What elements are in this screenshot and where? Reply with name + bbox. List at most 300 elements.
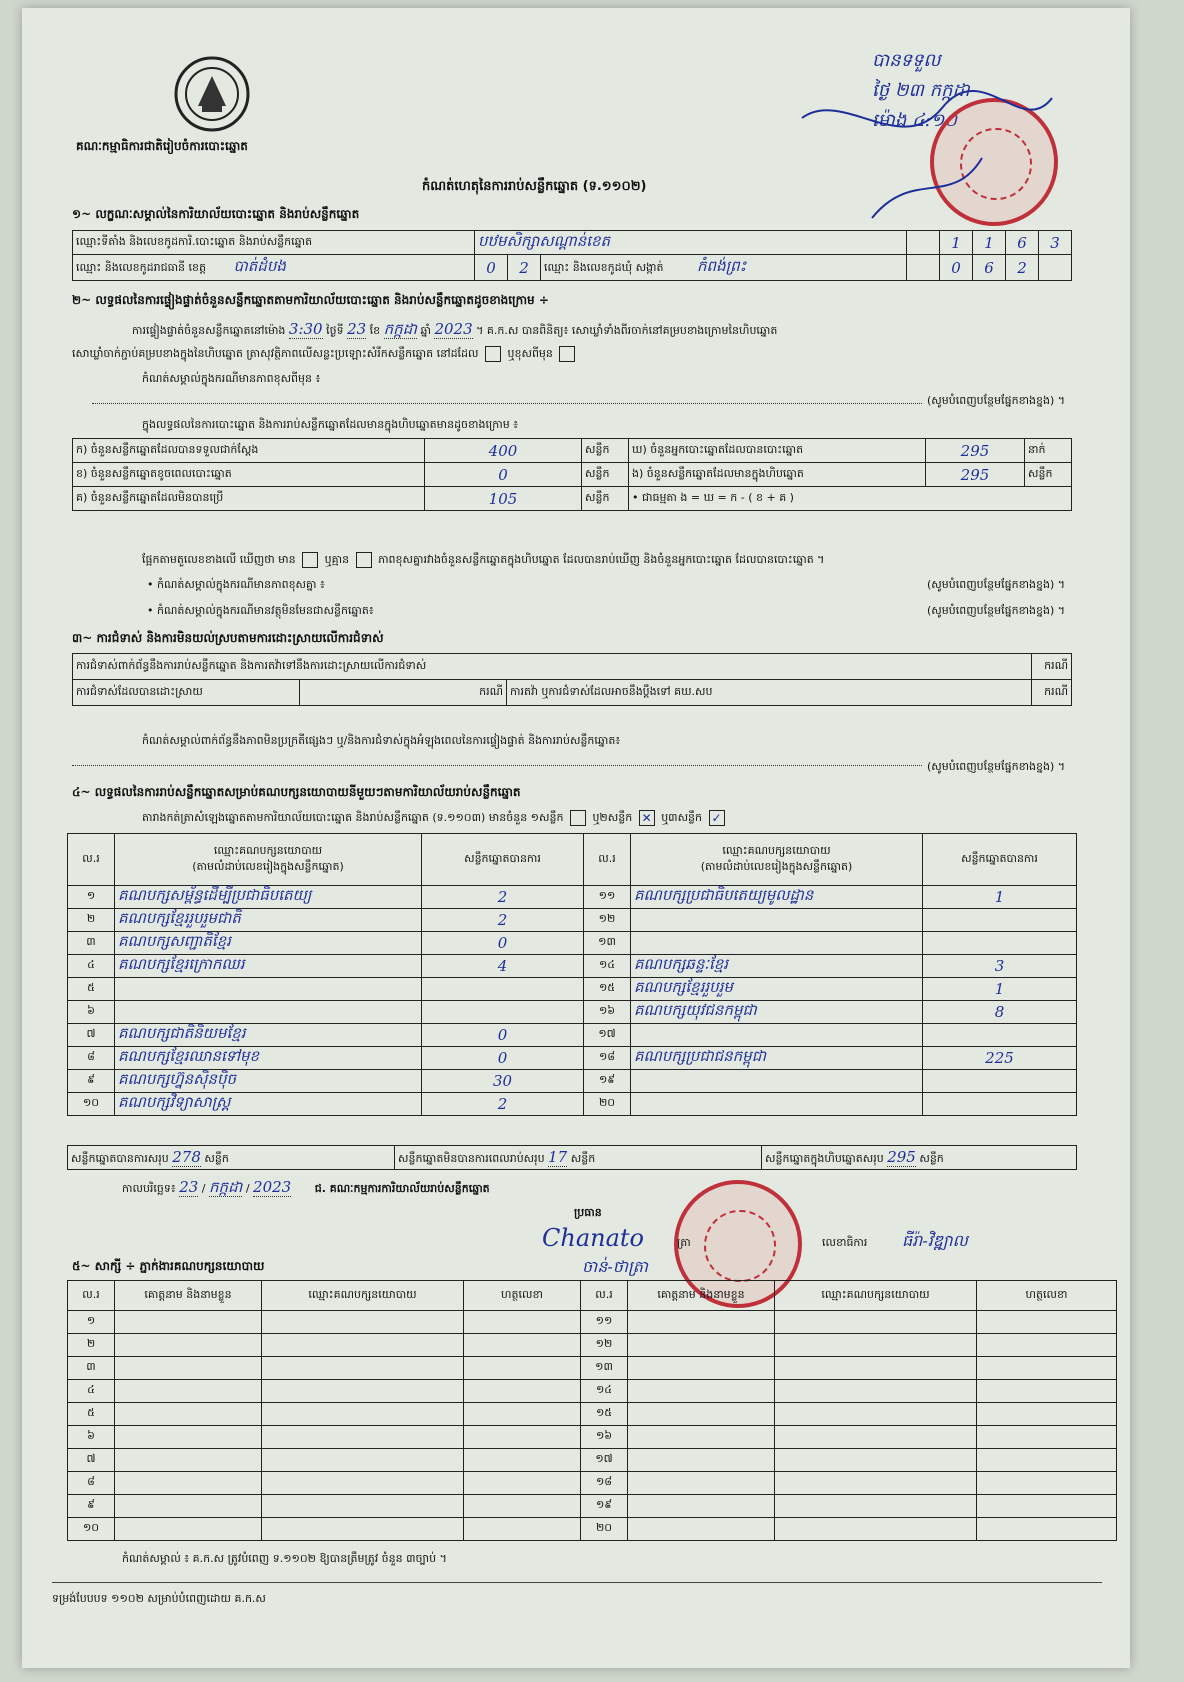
label-text: សោឃ្លាំចាក់ភ្ជាប់គម្របខាងក្នុងនៃហិបឆ្នោត ត្រាសុវត្ថិភាពលើសន្លះប្រឡោះសំរឹកសន្លឹកឆ្នោត នៅដដែល [72, 347, 479, 360]
party-votes [923, 932, 1077, 955]
section2-heading: ២~ លទ្ធផលនៃការផ្ទៀងផ្ទាត់ចំនួនសន្លឹកឆ្នោតតាមការិយាល័យបោះឆ្នោត និងរាប់សន្លឹកឆ្នោតដូចខាងក្រោម ÷ [72, 293, 549, 307]
party-votes [923, 1024, 1077, 1047]
witness-name[interactable] [115, 1380, 262, 1403]
label-text: ឆ្នាំ [420, 324, 431, 337]
voters-voted: 295 [926, 439, 1025, 463]
party-no: ៤ [68, 955, 115, 978]
code-digit: 0 [940, 255, 973, 281]
witness-name[interactable] [115, 1449, 262, 1472]
witness-party[interactable] [775, 1380, 977, 1403]
party-votes: 4 [422, 955, 584, 978]
unit-label: សន្លឹក [582, 463, 629, 487]
party-no: ៩ [68, 1070, 115, 1093]
ballots-received: 400 [425, 439, 582, 463]
col-name-header: គោត្តនាម និងនាមខ្លួន [628, 1281, 775, 1311]
party-no: ១៦ [584, 1001, 631, 1024]
label-text: ឬ២សន្លឹក [592, 811, 633, 824]
witness-no: ១៣ [581, 1357, 628, 1380]
verification-day: 23 [347, 320, 367, 338]
party-name: គណបក្សសញ្ជាតិខ្មែរ [115, 932, 422, 955]
party-votes [422, 978, 584, 1001]
witness-no: ៥ [68, 1403, 115, 1426]
party-no: ២ [68, 909, 115, 932]
table-row [68, 1380, 1117, 1403]
code-digit: 1 [973, 231, 1006, 255]
witness-name[interactable] [628, 1472, 775, 1495]
party-votes [923, 1070, 1077, 1093]
witness-no: ១៧ [581, 1449, 628, 1472]
witness-party[interactable] [775, 1426, 977, 1449]
party-votes: 0 [422, 1024, 584, 1047]
witness-no: ១៤ [581, 1380, 628, 1403]
location-table [72, 230, 1072, 281]
witness-no: ៣ [68, 1357, 115, 1380]
witness-name[interactable] [628, 1495, 775, 1518]
commune-cell [541, 255, 907, 281]
witness-signature[interactable] [977, 1495, 1117, 1518]
code-digit: 3 [1039, 231, 1072, 255]
table-row [68, 1070, 1077, 1093]
party-no: ១ [68, 886, 115, 909]
date-day: 23 [179, 1178, 199, 1196]
party-name: គណបក្សយុវជនកម្ពុជា [631, 1001, 923, 1024]
code-digit: 1 [940, 231, 973, 255]
org-name: គណៈកម្មាធិការជាតិរៀបចំការបោះឆ្នោត [76, 139, 248, 153]
witness-signature[interactable] [977, 1311, 1117, 1334]
witness-signature[interactable] [977, 1380, 1117, 1403]
party-votes [422, 1001, 584, 1024]
date-line: កាលបរិច្ឆេទ៖ 23 / កក្កដា / 2023 ជ. គណៈកម្មការការិយាល័យរាប់សន្លឹកឆ្នោត [122, 1178, 490, 1196]
unit-label: សន្លឹក [919, 1151, 944, 1165]
party-votes: 1 [923, 886, 1077, 909]
col-party-title: ឈ្មោះគណបក្សនយោបាយ [213, 843, 323, 857]
col-party-subtitle: (តាមលំដាប់លេខរៀងក្នុងសន្លឹកឆ្នោត) [192, 859, 344, 873]
party-votes: 8 [923, 1001, 1077, 1024]
chair-signature: Chanato [542, 1224, 644, 1252]
col-party-subtitle: (តាមលំដាប់លេខរៀងក្នុងសន្លឹកឆ្នោត) [700, 859, 853, 873]
col-party-header: ឈ្មោះគណបក្សនយោបាយ [775, 1281, 977, 1311]
form-sheet [22, 8, 1130, 1668]
compare-line [142, 552, 824, 569]
party-votes: 225 [923, 1047, 1077, 1070]
objection-table [72, 653, 1072, 706]
table-row [68, 932, 1077, 955]
signature-scribble-icon [782, 78, 1062, 228]
witness-name[interactable] [115, 1518, 262, 1541]
label-text: តារាងកត់ត្រាសំឡេងឆ្នោតតាមការិយាល័យបោះឆ្នោត និងរាប់សន្លឹកឆ្នោត (ទ.១១០៣) មានចំនួន ១សន្លឹក [142, 811, 564, 824]
witness-name[interactable] [115, 1495, 262, 1518]
section5-heading: ៥~ សាក្សី ÷ ភ្នាក់ងារគណបក្សនយោបាយ [72, 1259, 265, 1273]
fill-hint: (សូមបំពេញបន្ថែមផ្នែកខាងខ្នង) ។ [927, 394, 1066, 407]
party-no: ៥ [68, 978, 115, 1001]
col-no-header: ល.រ [584, 834, 631, 886]
witness-party[interactable] [775, 1403, 977, 1426]
resolved-label: ការជំទាស់ដែលបានដោះស្រាយ [73, 680, 300, 706]
ballot-row-label: ក) ចំនួនសន្លឹកឆ្នោតដែលបានទទួលជាក់ស្តែង [73, 439, 425, 463]
no-difference-checkbox[interactable] [356, 552, 372, 568]
table-row [68, 1518, 1117, 1541]
party-name: គណបក្សហ្វ៊ុនស៊ិនប៉ិច [115, 1070, 422, 1093]
col-no-header: ល.រ [68, 834, 115, 886]
witness-name[interactable] [628, 1403, 775, 1426]
one-sheet-checkbox[interactable] [570, 810, 586, 826]
witness-no: ១៥ [581, 1403, 628, 1426]
commune-value: កំពង់ព្រះ [697, 256, 747, 275]
witness-party[interactable] [262, 1311, 464, 1334]
unit-label: សន្លឹក [570, 1151, 596, 1165]
party-no: ១០ [68, 1093, 115, 1116]
party-votes: 0 [422, 1047, 584, 1070]
label-text: កាលបរិច្ឆេទ៖ [122, 1182, 176, 1195]
witness-name[interactable] [115, 1357, 262, 1380]
party-name: គណបក្សខ្មែររួបរួម [631, 978, 923, 1001]
witness-party[interactable] [262, 1334, 464, 1357]
ballot-count-table [72, 438, 1072, 511]
form-code: ទម្រង់បែបបទ ១១០២ សម្រាប់បំពេញដោយ គ.ក.ស [52, 1592, 266, 1605]
party-votes: 2 [422, 1093, 584, 1116]
case-label: ករណី [1031, 654, 1071, 680]
witness-no: ១ [68, 1311, 115, 1334]
province-cell [73, 255, 475, 281]
party-votes: 2 [422, 886, 584, 909]
witness-table [67, 1280, 1117, 1541]
witness-rows [68, 1311, 1117, 1541]
witness-signature[interactable] [464, 1357, 581, 1380]
witness-no: ៧ [68, 1449, 115, 1472]
unit-label: សន្លឹក [582, 439, 629, 463]
table-row [68, 1403, 1117, 1426]
chair-label: ប្រធាន [574, 1206, 602, 1219]
witness-no: ២ [68, 1334, 115, 1357]
fill-hint: (សូមបំពេញបន្ថែមផ្នែកខាងខ្នង) ។ [927, 578, 1066, 591]
witness-no: ៩ [68, 1495, 115, 1518]
table-row [68, 1047, 1077, 1070]
col-votes-header: សន្លឹកឆ្នោតបានការ [923, 834, 1077, 886]
party-votes: 1 [923, 978, 1077, 1001]
party-votes: 3 [923, 955, 1077, 978]
party-no: ១៩ [584, 1070, 631, 1093]
nec-emblem-icon [172, 54, 252, 134]
party-no: ១៤ [584, 955, 631, 978]
witness-party[interactable] [262, 1449, 464, 1472]
witness-signature[interactable] [977, 1449, 1117, 1472]
col-sign-header: ហត្ថលេខា [977, 1281, 1117, 1311]
party-no: ១២ [584, 909, 631, 932]
secretary-label: លេខាធិការ [822, 1236, 868, 1249]
province-value: បាត់ដំបង [233, 256, 286, 275]
party-name: គណបក្សខ្មែរក្រោកឈរ [115, 955, 422, 978]
witness-party[interactable] [262, 1426, 464, 1449]
section3-heading: ៣~ ការជំទាស់ និងការមិនយល់ស្របតាមការដោះស្រាយលើការជំទាស់ [72, 631, 384, 645]
party-name [115, 978, 422, 1001]
table-row [68, 978, 1077, 1001]
ballots-in-box: 295 [926, 463, 1025, 487]
party-results-table [67, 833, 1077, 1116]
section4-heading: ៤~ លទ្ធផលនៃការរាប់សន្លឹកឆ្នោតសម្រាប់គណបក្សនយោបាយនីមួយៗតាមការិយាល័យរាប់សន្លឹកឆ្នោត [72, 785, 521, 799]
party-votes: 30 [422, 1070, 584, 1093]
party-name: គណបក្សវិទ្យាសាស្ត្រ [115, 1093, 422, 1116]
irregularity-blank[interactable] [72, 765, 922, 766]
witness-name[interactable] [115, 1334, 262, 1357]
label-text: ភាពខុសគ្នារវាងចំនួនសន្លឹកឆ្នោតក្នុងហិបឆ្នោត ដែលបានរាប់ឃើញ និងចំនួនអ្នកបោះឆ្នោត ដែលបានបោះឆ្នោត ។ [378, 553, 825, 566]
witness-no: ១៨ [581, 1472, 628, 1495]
ballots-unused: 105 [425, 487, 582, 511]
total-box-value: 295 [887, 1147, 916, 1166]
witness-signature[interactable] [464, 1403, 581, 1426]
table-row [68, 1357, 1117, 1380]
witness-signature[interactable] [977, 1334, 1117, 1357]
witness-name[interactable] [115, 1403, 262, 1426]
location-label: ឈ្មោះទីតាំង និងលេខកូដការិ.បោះឆ្នោត និងរាប់សន្លឹកឆ្នោត [73, 231, 475, 255]
party-name: គណបក្សខ្មែរឈានទៅមុខ [115, 1047, 422, 1070]
province-label: ឈ្មោះ និងលេខកូដរាជធានី ខេត្ត [76, 260, 206, 274]
table-row [68, 1472, 1117, 1495]
table-row [68, 1495, 1117, 1518]
witness-name[interactable] [115, 1426, 262, 1449]
witness-name[interactable] [628, 1357, 775, 1380]
witness-party[interactable] [775, 1449, 977, 1472]
form-title: កំណត់ហេតុនៃការរាប់សន្លឹកឆ្នោត (ទ.១១០២) [422, 179, 647, 194]
witness-party[interactable] [775, 1334, 977, 1357]
party-name: គណបក្សប្រជាធិបតេយ្យមូលដ្ឋាន [631, 886, 923, 909]
label-text: ការផ្ទៀងផ្ទាត់ចំនួនសន្លឹកឆ្នោតនៅម៉ោង [132, 324, 286, 337]
witness-party[interactable] [262, 1472, 464, 1495]
different-checkbox[interactable] [559, 346, 575, 362]
table-row [68, 1449, 1117, 1472]
party-name: គណបក្សខ្មែររួបរួមជាតិ [115, 909, 422, 932]
witness-party[interactable] [775, 1472, 977, 1495]
col-party-header: ឈ្មោះគណបក្សនយោបាយ [262, 1281, 464, 1311]
two-sheets-checkbox[interactable]: ✕ [639, 810, 655, 826]
verification-month: កក្កដា [383, 320, 417, 338]
witness-no: ១១ [581, 1311, 628, 1334]
table-row [68, 1426, 1117, 1449]
witness-name[interactable] [115, 1472, 262, 1495]
party-name [631, 932, 923, 955]
table-row [68, 1311, 1117, 1334]
witness-party[interactable] [262, 1380, 464, 1403]
note2: • កំណត់សម្គាល់ក្នុងករណីមានភាពខុសគ្នា ៖ [147, 578, 325, 591]
appeal-label: ការតវ៉ា ឬការជំទាស់ដែលអាចនឹងប្តឹងទៅ គឃ.សប [507, 680, 1032, 706]
table-row [68, 1024, 1077, 1047]
party-name: គណបក្សសម្ព័ន្ធដើម្បីប្រជាធិបតេយ្យ [115, 886, 422, 909]
witness-no: ១៦ [581, 1426, 628, 1449]
fill-hint: (សូមបំពេញបន្ថែមផ្នែកខាងខ្នង) ។ [927, 604, 1066, 617]
col-party-title: ឈ្មោះគណបក្សនយោបាយ [722, 843, 831, 857]
label-text: ឬខុសពីមុន [507, 347, 553, 360]
witness-signature[interactable] [977, 1518, 1117, 1541]
unit-label: សន្លឹក [204, 1151, 229, 1165]
ballot-row-label: គ) ចំនួនសន្លឹកឆ្នោតដែលមិនបានប្រើ [73, 487, 425, 511]
party-name [631, 909, 923, 932]
footer-note: កំណត់សម្គាល់ ៖ គ.ក.ស ត្រូវបំពេញ ទ.១១០២ ឱ្យបានត្រឹមត្រូវ ចំនួន ៣ច្បាប់ ។ [122, 1552, 447, 1565]
label-text: ថ្ងៃទី [326, 324, 344, 337]
witness-signature[interactable] [977, 1403, 1117, 1426]
col-no-header: ល.រ [581, 1281, 628, 1311]
witness-party[interactable] [262, 1403, 464, 1426]
objection-label: ការជំទាស់ពាក់ព័ន្ធនឹងការរាប់សន្លឹកឆ្នោត និងការតវ៉ាទៅនឹងការដោះស្រាយលើការជំទាស់ [73, 654, 1032, 680]
code-digit [907, 231, 940, 255]
table-row [68, 1334, 1117, 1357]
date-month: កក្កដា [209, 1178, 243, 1196]
fill-hint: (សូមបំពេញបន្ថែមផ្នែកខាងខ្នង) ។ [927, 760, 1066, 773]
witness-signature[interactable] [464, 1334, 581, 1357]
label-text: សន្លឹកឆ្នោតមិនបានការពេលរាប់សរុប [398, 1151, 545, 1165]
party-no: ២០ [584, 1093, 631, 1116]
unit-label: សន្លឹក [1025, 463, 1072, 487]
table-row [68, 886, 1077, 909]
total-invalid-value: 17 [548, 1147, 568, 1166]
ballot-row-label: ខ) ចំនួនសន្លឹកឆ្នោតខូចពេលបោះឆ្នោត [73, 463, 425, 487]
col-votes-header: សន្លឹកឆ្នោតបានការ [422, 834, 584, 886]
code-digit: 2 [1006, 255, 1039, 281]
party-votes: 2 [422, 909, 584, 932]
party-name [631, 1093, 923, 1116]
table-row [68, 909, 1077, 932]
witness-signature[interactable] [464, 1472, 581, 1495]
received-note-line: បានទទួល [872, 50, 941, 71]
party-no: ៦ [68, 1001, 115, 1024]
formula-note: • ជាធម្មតា ង = ឃ = ក - ( ខ + គ ) [629, 487, 1072, 511]
note1-blank[interactable] [92, 403, 922, 404]
three-sheets-checkbox[interactable]: ✓ [709, 810, 725, 826]
received-note-line: ថ្ងៃ ២៣ កក្កដា [872, 80, 970, 101]
col-party-header [631, 834, 923, 886]
party-name: គណបក្សឆន្ទៈខ្មែរ [631, 955, 923, 978]
witness-signature[interactable] [464, 1449, 581, 1472]
label-text: ឬ៣សន្លឹក [661, 811, 703, 824]
verification-year: 2023 [434, 320, 473, 338]
witness-no: ២០ [581, 1518, 628, 1541]
ballots-spoiled: 0 [425, 463, 582, 487]
witness-name[interactable] [628, 1380, 775, 1403]
witness-name[interactable] [628, 1334, 775, 1357]
irregularity-note: កំណត់សម្គាល់ពាក់ព័ន្ធនឹងភាពមិនប្រក្រតីផ្សេងៗ ឬ/និងការជំទាស់ក្នុងអំឡុងពេលនៃការផ្ទៀងផ្ទាត់ និងការរាប់សន្លឹកឆ្នោត៖ [142, 734, 621, 747]
verification-time: 3:30 [288, 320, 323, 338]
party-no: ៧ [68, 1024, 115, 1047]
tally-sheets-line [142, 810, 728, 827]
witness-name[interactable] [115, 1311, 262, 1334]
witness-name[interactable] [628, 1426, 775, 1449]
party-no: ៨ [68, 1047, 115, 1070]
party-no: ១៥ [584, 978, 631, 1001]
witness-name[interactable] [628, 1311, 775, 1334]
total-valid-cell [68, 1146, 395, 1170]
witness-party[interactable] [775, 1495, 977, 1518]
received-note-line: ម៉ោង ៤:១០ [872, 110, 958, 131]
party-rows [68, 886, 1077, 1116]
witness-signature[interactable] [464, 1380, 581, 1403]
seal-line [72, 346, 578, 363]
code-digit: 2 [508, 255, 541, 281]
witness-name[interactable] [628, 1518, 775, 1541]
ballot-row-label: ឃ) ចំនួនអ្នកបោះឆ្នោតដែលបានបោះឆ្នោត [629, 439, 926, 463]
verification-line [132, 320, 777, 342]
witness-party[interactable] [775, 1357, 977, 1380]
office-label: ជ. គណៈកម្មការការិយាល័យរាប់សន្លឹកឆ្នោត [314, 1182, 490, 1195]
witness-signature[interactable] [464, 1426, 581, 1449]
witness-signature[interactable] [977, 1426, 1117, 1449]
party-votes: 0 [422, 932, 584, 955]
col-sign-header: ហត្ថលេខា [464, 1281, 581, 1311]
party-no: ១៧ [584, 1024, 631, 1047]
witness-signature[interactable] [464, 1518, 581, 1541]
note1-line [142, 372, 1062, 388]
col-no-header: ល.រ [68, 1281, 115, 1311]
footer-divider [52, 1582, 1102, 1583]
party-no: ៣ [68, 932, 115, 955]
party-no: ១១ [584, 886, 631, 909]
witness-party[interactable] [775, 1311, 977, 1334]
party-no: ១៣ [584, 932, 631, 955]
code-digit: 6 [1006, 231, 1039, 255]
label-text: ឬគ្មាន [324, 553, 350, 566]
secretary-signature: ធីរ៉ា-វិឌ្ឍាល [902, 1231, 968, 1250]
col-name-header: គោត្តនាម និងនាមខ្លួន [115, 1281, 262, 1311]
has-difference-checkbox[interactable] [302, 552, 318, 568]
label-text: ផ្អែកតាមតួលេខខាងលើ ឃើញថា មាន [142, 553, 296, 566]
totals-table [67, 1145, 1077, 1170]
code-digit: 6 [973, 255, 1006, 281]
party-name [115, 1001, 422, 1024]
witness-signature[interactable] [464, 1495, 581, 1518]
commune-label: ឈ្មោះ និងលេខកូដឃុំ សង្កាត់ [544, 260, 664, 274]
table-row [68, 955, 1077, 978]
total-box-cell [762, 1146, 1077, 1170]
case-label: ករណី [300, 680, 507, 706]
label-text: ខែ [369, 324, 381, 337]
label-text: សន្លឹកឆ្នោតក្នុងហិបឆ្នោតសរុប [765, 1151, 884, 1165]
party-votes [923, 909, 1077, 932]
witness-party[interactable] [262, 1357, 464, 1380]
party-name [631, 1024, 923, 1047]
section1-heading: ១~ លក្ខណៈសម្គាល់នៃការិយាល័យបោះឆ្នោត និងរាប់សន្លឹកឆ្នោត [72, 207, 360, 221]
witness-name[interactable] [628, 1449, 775, 1472]
chair-name: ចាន់-ថាត្រា [582, 1257, 649, 1276]
witness-no: ៨ [68, 1472, 115, 1495]
unit-label: នាក់ [1025, 439, 1072, 463]
party-no: ១៨ [584, 1047, 631, 1070]
party-votes [923, 1093, 1077, 1116]
label-text: ។ គ.ក.ស បានពិនិត្យ៖ សោឃ្លាំទាំងពីរចាក់នៅគម្របខាងក្រោមនៃហិបឆ្នោត [476, 324, 778, 337]
location-value: បឋមសិក្សាសណ្តាន់ខេត [475, 231, 907, 255]
unit-label: សន្លឹក [582, 487, 629, 511]
note3: • កំណត់សម្គាល់ក្នុងករណីមានវត្ថុមិនមែនជាសន្លឹកឆ្នោត៖ [147, 604, 374, 617]
witness-party[interactable] [262, 1518, 464, 1541]
total-invalid-cell [395, 1146, 762, 1170]
table-row [68, 1093, 1077, 1116]
witness-signature[interactable] [977, 1472, 1117, 1495]
witness-signature[interactable] [977, 1357, 1117, 1380]
witness-signature[interactable] [464, 1311, 581, 1334]
label-text: កំណត់សម្គាល់ក្នុងករណីមានភាពខុសពីមុន ៖ [142, 372, 321, 385]
stamp-label: ត្រា [677, 1236, 691, 1249]
same-checkbox[interactable] [485, 346, 501, 362]
party-name [631, 1070, 923, 1093]
code-digit: 0 [475, 255, 508, 281]
total-valid-value: 278 [172, 1147, 201, 1166]
label-text: សន្លឹកឆ្នោតបានការសរុប [71, 1151, 169, 1165]
witness-party[interactable] [262, 1495, 464, 1518]
results-intro: ក្នុងលទ្ធផលនៃការបោះឆ្នោត និងការរាប់សន្លឹកឆ្នោតដែលមានក្នុងហិបឆ្នោតមានដូចខាងក្រោម ៖ [142, 418, 519, 431]
table-row [68, 1001, 1077, 1024]
case-label: ករណី [1031, 680, 1071, 706]
witness-no: ៦ [68, 1426, 115, 1449]
party-name: គណបក្សជាតិនិយមខ្មែរ [115, 1024, 422, 1047]
ballot-row-label: ង) ចំនួនសន្លឹកឆ្នោតដែលមានក្នុងហិបឆ្នោត [629, 463, 926, 487]
witness-party[interactable] [775, 1518, 977, 1541]
witness-no: ១០ [68, 1518, 115, 1541]
